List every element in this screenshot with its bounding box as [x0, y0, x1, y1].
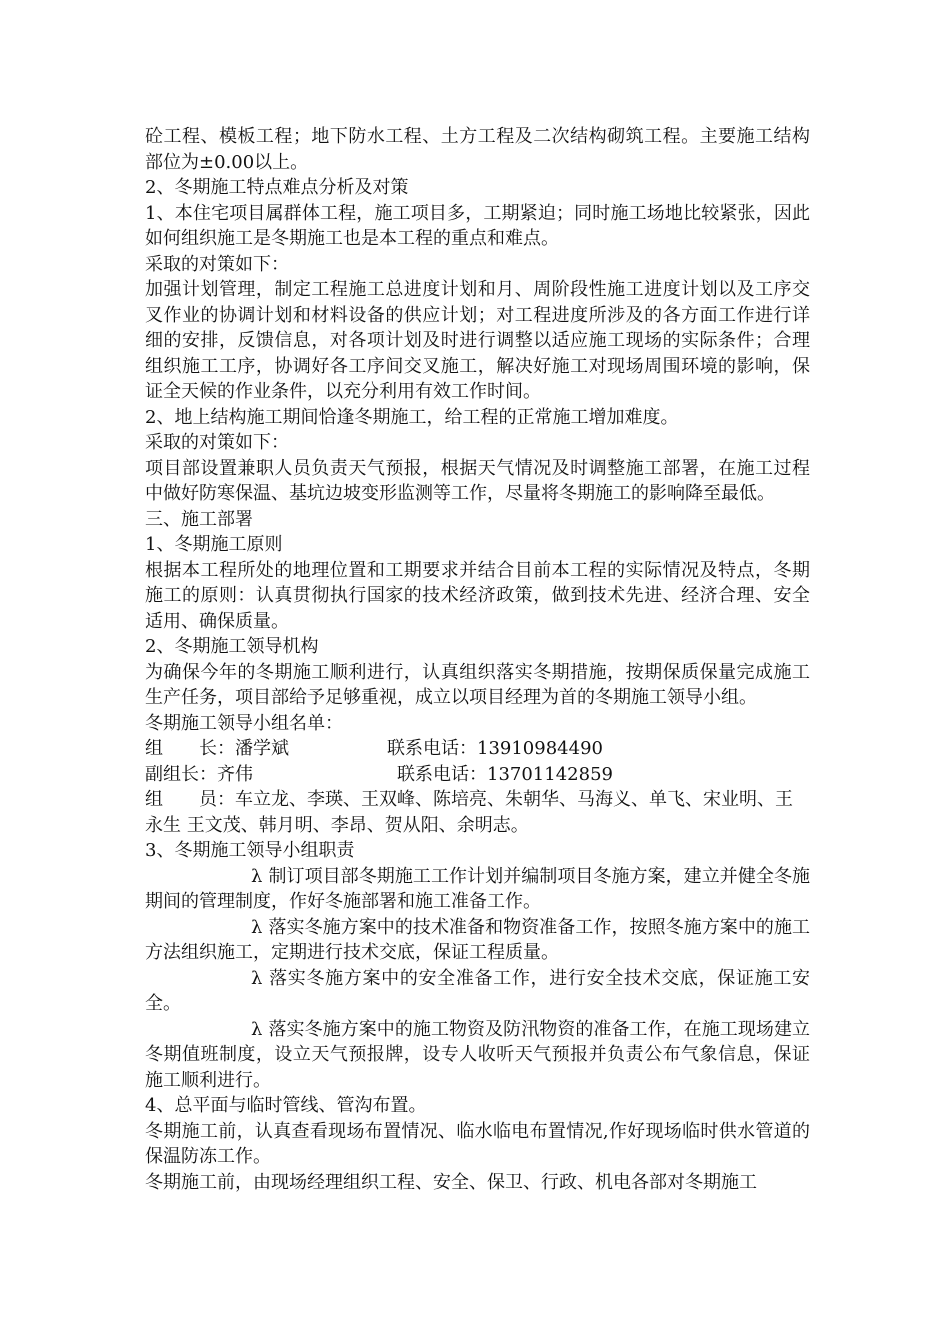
lambda-bullet-icon: λ: [251, 1018, 263, 1040]
heading-duties: 3、冬期施工领导小组职责: [145, 840, 355, 861]
paragraph-principles: 根据本工程所处的地理位置和工期要求并结合目前本工程的实际情况及特点，冬期施工的原则：认真贯彻执行国家的技术经济政策，做到技术先进、经济合理、安全适用、确保质量。: [145, 559, 810, 632]
heading-winter-principles: 1、冬期施工原则: [145, 534, 283, 555]
roster-leader: [145, 736, 810, 762]
paragraph-weather-forecast: 项目部设置兼职人员负责天气预报，根据天气情况及时调整施工部署，在施工过程中做好防寒保温、基坑边坡变形监测等工作，尽量将冬期施工的影响降至最低。: [145, 457, 810, 504]
duty-item: [145, 1017, 810, 1094]
paragraph-pre-winter-inspection: 冬期施工前，由现场经理组织工程、安全、保卫、行政、机电各部对冬期施工: [145, 1171, 757, 1193]
lambda-bullet-icon: λ: [251, 916, 263, 938]
paragraph-countermeasure-label-1: 采取的对策如下：: [145, 253, 289, 275]
paragraph-plan-management: 加强计划管理，制定工程施工总进度计划和月、周阶段性施工进度计划以及工序交叉作业的协调计划和材料设备的供应计划；对工程进度所涉及的各方面工作进行详细的安排，反馈信息，对各项计划及时进行调整以适应施工现场的实际条件；合理组织施工工序，协调好各工序间交叉施工，解决好施工对现场周围环境的影响，保证全天候的作业条件，以充分利用有效工作时间。: [145, 279, 810, 402]
paragraph-countermeasure-label-2: 采取的对策如下：: [145, 432, 289, 453]
paragraph-concrete-works: 砼工程、模板工程；地下防水工程、土方工程及二次结构砌筑工程。主要施工结构部位为±0.00以上。: [145, 126, 810, 173]
lambda-bullet-icon: λ: [251, 967, 263, 989]
duty-text: 落实冬施方案中的施工物资及防汛物资的准备工作，在施工现场建立冬期值班制度，设立天气预报牌，设专人收听天气预报并负责公布气象信息，保证施工顺利进行。: [145, 1018, 810, 1091]
paragraph-leadership: 为确保今年的冬期施工顺利进行，认真组织落实冬期措施，按期保质保量完成施工生产任务，项目部给予足够重视，成立以项目经理为首的冬期施工领导小组。: [145, 661, 810, 708]
duty-item: [145, 966, 810, 1017]
duty-item: [145, 915, 810, 966]
paragraph-pipe-insulation: 冬期施工前，认真查看现场布置情况、临水临电布置情况,作好现场临时供水管道的保温防冻工作。: [145, 1120, 810, 1167]
roster-deputy-name: 齐伟: [217, 763, 253, 785]
paragraph-difficulty-2: 2、地上结构施工期间恰逢冬期施工，给工程的正常施工增加难度。: [145, 406, 679, 428]
paragraph-difficulty-1: 1、本住宅项目属群体工程，施工项目多，工期紧迫；同时施工场地比较紧张，因此如何组织施工是冬期施工也是本工程的重点和难点。: [145, 202, 810, 249]
roster-members-names: 车立龙、李瑛、王双峰、陈培亮、朱朝华、马海义、单飞、宋业明、王永生 王文茂、韩月明、李昂、贺从阳、余明志。: [145, 789, 793, 836]
roster-members-role: 组 员：: [145, 789, 235, 810]
roster-leader-phone: 联系电话：13910984490: [387, 738, 603, 759]
duty-text: 落实冬施方案中的技术准备和物资准备工作，按照冬施方案中的施工方法组织施工，定期进行技术交底，保证工程质量。: [145, 916, 810, 963]
duty-item: [145, 864, 810, 915]
roster-leader-role: 组 长：: [145, 738, 235, 759]
heading-construction-deployment: 三、施工部署: [145, 508, 253, 530]
document-body: [145, 124, 810, 1195]
duty-text: 制订项目部冬期施工工作计划并编制项目冬施方案，建立并健全冬施期间的管理制度，作好冬施部署和施工准备工作。: [145, 865, 810, 912]
heading-leadership: 2、冬期施工领导机构: [145, 636, 319, 657]
roster-deputy-phone: 联系电话：13701142859: [397, 763, 613, 785]
paragraph-roster-title: 冬期施工领导小组名单：: [145, 712, 343, 734]
roster-deputy: [145, 762, 810, 788]
heading-site-layout: 4、总平面与临时管线、管沟布置。: [145, 1095, 427, 1116]
lambda-bullet-icon: λ: [251, 865, 263, 887]
roster-members: [145, 787, 810, 838]
roster-leader-name: 潘学斌: [235, 738, 289, 759]
roster-deputy-role: 副组长：: [145, 763, 217, 785]
duty-text: 落实冬施方案中的安全准备工作，进行安全技术交底，保证施工安全。: [145, 967, 810, 1014]
heading-winter-difficulties: 2、冬期施工特点难点分析及对策: [145, 177, 409, 198]
